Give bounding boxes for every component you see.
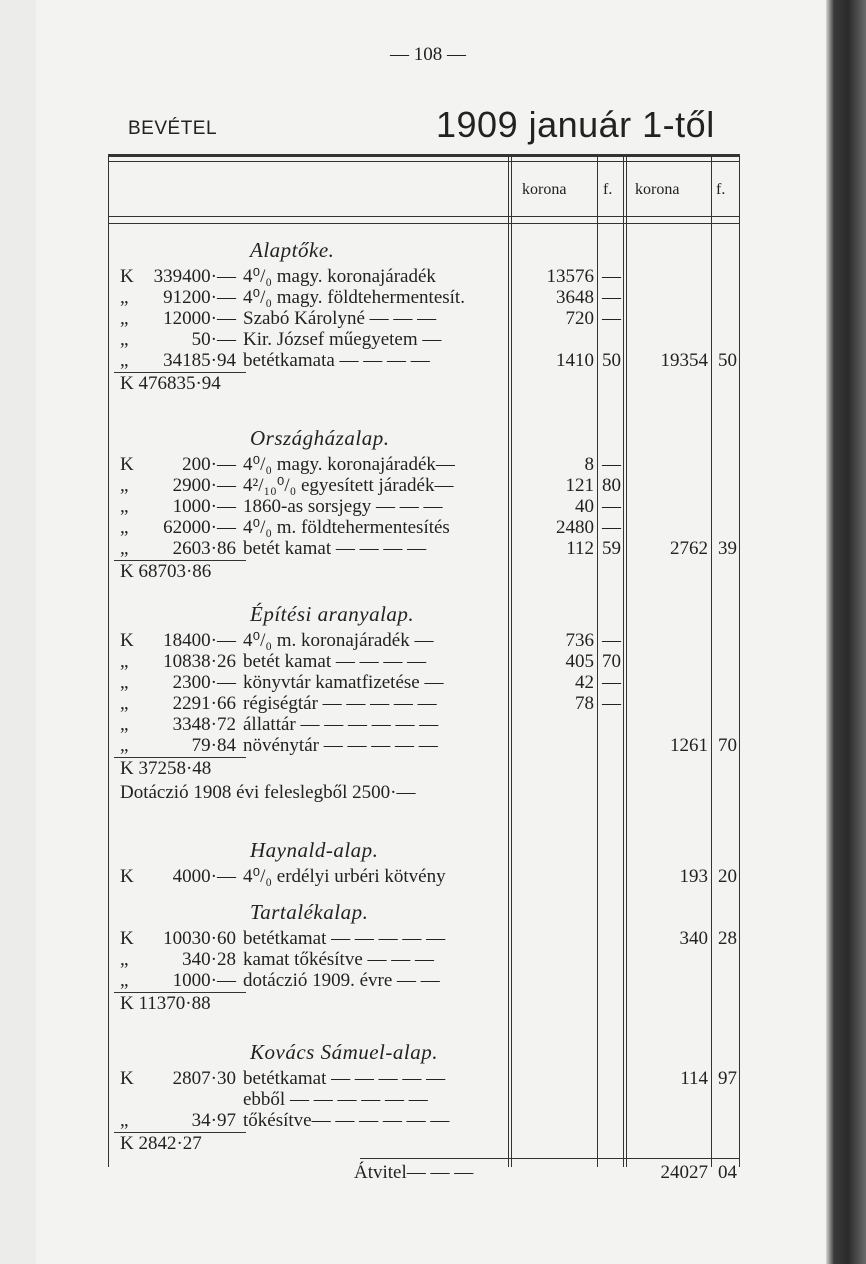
row-amount: 18400·— (163, 630, 236, 651)
row-prefix: „ (120, 970, 129, 991)
row-f-1: — (602, 308, 621, 329)
row-amount: 2300·— (172, 672, 236, 693)
row-f-2: 39 (718, 538, 737, 559)
header-rule-2 (108, 223, 740, 224)
row-korona-1: 3648 (556, 287, 594, 308)
row-korona-1: 720 (565, 308, 594, 329)
row-description: 4⁰/₀ magy. koronajáradék (243, 266, 436, 287)
row-description: növénytár — — — — — (243, 735, 438, 756)
col-header-korona-1: korona (522, 181, 567, 198)
col-rule-korona2 (623, 157, 624, 1167)
row-description: 4⁰/₀ magy. földtehermentesít. (243, 287, 465, 308)
col-rule-korona2b (626, 157, 627, 1167)
page-edge-shadow (826, 0, 866, 1264)
row-korona-1: 78 (575, 693, 594, 714)
row-f-1: 70 (602, 651, 621, 672)
row-prefix: K (120, 454, 134, 475)
section-title: Tartalékalap. (250, 900, 369, 924)
row-amount: 339400·— (153, 266, 236, 287)
row-korona-1: 13576 (546, 266, 594, 287)
row-description: Szabó Károlyné — — — (243, 308, 437, 329)
row-korona-1: 112 (566, 538, 594, 559)
row-amount: 62000·— (163, 517, 236, 538)
row-f-1: 59 (602, 538, 621, 559)
row-korona-1: 8 (584, 454, 594, 475)
row-f-1: 80 (602, 475, 621, 496)
row-f-2: 97 (718, 1068, 737, 1089)
row-description: állattár — — — — — — (243, 714, 439, 735)
row-prefix: „ (120, 693, 129, 714)
row-f-1: — (602, 496, 621, 517)
row-korona-1: 1410 (556, 350, 594, 371)
row-description: kamat tőkésítve — — — (243, 949, 435, 970)
section-total: K 476835·94 (120, 373, 221, 394)
col-header-f-2: f. (716, 181, 726, 198)
row-amount: 10838·26 (163, 651, 236, 672)
footer-f: 04 (718, 1162, 737, 1183)
row-description: 4⁰/₀ magy. koronajáradék— (243, 454, 455, 475)
row-prefix: „ (120, 949, 129, 970)
row-korona-1: 2480 (556, 517, 594, 538)
row-description: 4²/₁₀⁰/₀ egyesített járadék— (243, 475, 454, 496)
page-number: — 108 — (390, 44, 466, 65)
row-prefix: K (120, 928, 134, 949)
row-korona-2: 19354 (660, 350, 708, 371)
section-total: K 68703·86 (120, 561, 212, 582)
heading-title: 1909 január 1-től (436, 104, 715, 145)
row-amount: 1000·— (172, 970, 236, 991)
row-description: 1860-as sorsjegy — — — (243, 496, 443, 517)
row-prefix: „ (120, 714, 129, 735)
row-f-2: 20 (718, 866, 737, 887)
row-prefix: „ (120, 475, 129, 496)
row-f-1: — (602, 672, 621, 693)
row-amount: 50·— (191, 329, 236, 350)
row-korona-1: 736 (565, 630, 594, 651)
row-amount: 34·97 (191, 1110, 236, 1131)
row-prefix: „ (120, 496, 129, 517)
col-rule-left (108, 157, 109, 1167)
row-prefix: K (120, 266, 134, 287)
row-korona-1: 40 (575, 496, 594, 517)
row-f-2: 28 (718, 928, 737, 949)
row-amount: 2807·30 (172, 1068, 236, 1089)
row-prefix: „ (120, 538, 129, 559)
row-f-2: 50 (718, 350, 737, 371)
row-f-1: 50 (602, 350, 621, 371)
row-korona-2: 193 (679, 866, 708, 887)
row-korona-1: 121 (565, 475, 594, 496)
top-rule (108, 154, 740, 157)
row-amount: 79·84 (191, 735, 236, 756)
row-description: betétkamat — — — — — (243, 928, 446, 949)
row-description: betét kamat — — — — (243, 538, 427, 559)
section-title: Kovács Sámuel-alap. (250, 1040, 438, 1064)
col-rule-right (739, 157, 740, 1167)
section-title: Építési aranyalap. (250, 602, 415, 626)
row-description: Kir. József műegyetem — (243, 329, 442, 350)
section-note: Dotáczió 1908 évi feleslegből 2500·— (120, 782, 416, 803)
footer-rule (360, 1158, 740, 1159)
row-amount: 4000·— (172, 866, 236, 887)
row-description: dotáczió 1909. évre — — (243, 970, 440, 991)
row-prefix: „ (120, 350, 129, 371)
row-description: betétkamata — — — — (243, 350, 430, 371)
row-description: 4⁰/₀ m. földtehermentesítés (243, 517, 450, 538)
row-prefix: „ (120, 308, 129, 329)
col-rule-f2 (711, 157, 712, 1167)
row-description: könyvtár kamatfizetése — (243, 672, 444, 693)
row-prefix: „ (120, 329, 129, 350)
row-f-1: — (602, 517, 621, 538)
row-amount: 2900·— (172, 475, 236, 496)
col-rule-korona1 (508, 157, 509, 1167)
row-description: betétkamat — — — — — (243, 1068, 446, 1089)
top-rule-thin (108, 161, 740, 162)
row-amount: 2603·86 (172, 538, 236, 559)
row-description: tőkésítve— — — — — — (243, 1110, 450, 1131)
row-amount: 10030·60 (163, 928, 236, 949)
row-f-1: — (602, 287, 621, 308)
row-f-1: — (602, 693, 621, 714)
footer-label: Átvitel— — — (354, 1162, 474, 1183)
row-prefix: „ (120, 651, 129, 672)
row-korona-1: 42 (575, 672, 594, 693)
row-amount: 12000·— (163, 308, 236, 329)
row-f-1: — (602, 266, 621, 287)
section-total: K 37258·48 (120, 758, 212, 779)
row-amount: 1000·— (172, 496, 236, 517)
row-f-1: — (602, 454, 621, 475)
heading-label: BEVÉTEL (128, 118, 218, 139)
row-amount: 2291·66 (172, 693, 236, 714)
section-total: K 2842·27 (120, 1133, 202, 1154)
row-prefix: K (120, 630, 134, 651)
header-rule (108, 216, 740, 217)
row-amount: 200·— (182, 454, 236, 475)
row-korona-2: 1261 (670, 735, 708, 756)
row-f-2: 70 (718, 735, 737, 756)
row-korona-2: 114 (680, 1068, 708, 1089)
row-description: 4⁰/₀ erdélyi urbéri kötvény (243, 866, 446, 887)
row-prefix: K (120, 866, 134, 887)
row-f-1: — (602, 630, 621, 651)
footer-korona: 24027 (660, 1162, 708, 1183)
row-prefix: K (120, 1068, 134, 1089)
row-description: ebből — — — — — — (243, 1089, 428, 1110)
row-amount: 3348·72 (172, 714, 236, 735)
section-total: K 11370·88 (120, 993, 211, 1014)
row-prefix: „ (120, 1110, 129, 1131)
section-title: Országházalap. (250, 426, 390, 450)
col-header-f-1: f. (603, 181, 613, 198)
row-description: betét kamat — — — — (243, 651, 427, 672)
row-description: 4⁰/₀ m. koronajáradék — (243, 630, 434, 651)
row-amount: 340·28 (182, 949, 236, 970)
row-prefix: „ (120, 287, 129, 308)
section-title: Haynald-alap. (250, 838, 379, 862)
section-title: Alaptőke. (250, 238, 335, 262)
row-korona-2: 340 (679, 928, 708, 949)
row-amount: 34185·94 (163, 350, 236, 371)
row-korona-2: 2762 (670, 538, 708, 559)
row-korona-1: 405 (565, 651, 594, 672)
row-prefix: „ (120, 672, 129, 693)
row-prefix: „ (120, 517, 129, 538)
row-prefix: „ (120, 735, 129, 756)
row-amount: 91200·— (163, 287, 236, 308)
col-header-korona-2: korona (635, 181, 680, 198)
row-description: régiségtár — — — — — (243, 693, 437, 714)
